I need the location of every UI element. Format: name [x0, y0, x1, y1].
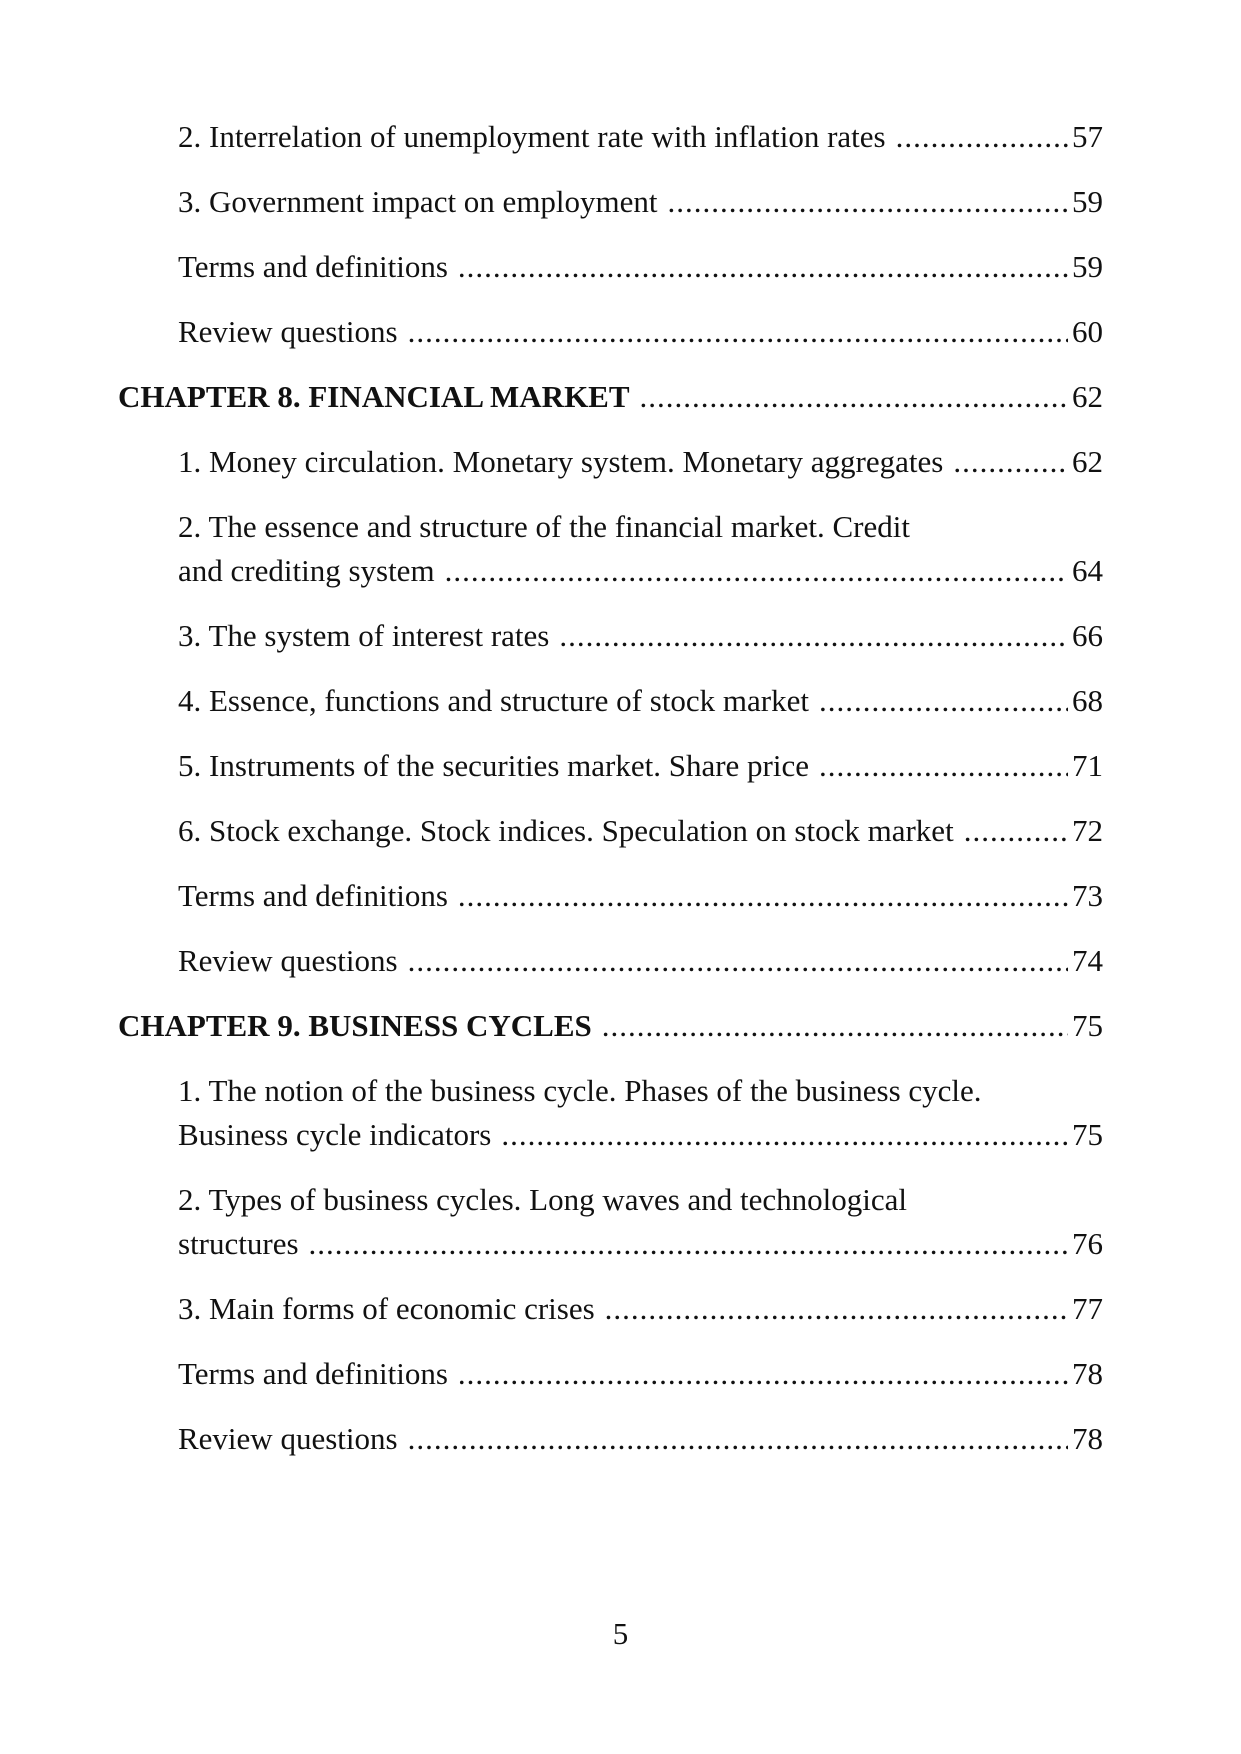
toc-entry-title: Terms and definitions	[178, 249, 448, 284]
leader-dots	[458, 1352, 1068, 1396]
toc-entry-title: Review questions	[178, 314, 398, 349]
toc-entry-title: Terms and definitions	[178, 878, 448, 913]
toc-entry-page: 77	[1072, 1291, 1103, 1326]
page-number: 5	[612, 1616, 629, 1651]
toc-entry[interactable]	[178, 440, 1103, 484]
toc-entry-title-line1: 2. The essence and structure of the financial market. Credit	[178, 509, 910, 544]
leader-dots	[668, 180, 1068, 224]
toc-chapter-title: CHAPTER 9. BUSINESS CYCLES	[118, 1008, 592, 1043]
toc-entry-page: 57	[1072, 119, 1103, 154]
toc-entry-page: 74	[1072, 943, 1103, 978]
toc-entry-page: 59	[1072, 184, 1103, 219]
toc-entry-title: Review questions	[178, 1421, 398, 1456]
toc-entry[interactable]	[178, 115, 1103, 159]
toc-entry[interactable]	[178, 614, 1103, 658]
leader-dots	[309, 1222, 1068, 1266]
toc-entry-title: 2. Interrelation of unemployment rate with inflation rates	[178, 119, 886, 154]
leader-dots	[605, 1287, 1068, 1331]
leader-dots	[819, 679, 1068, 723]
toc-entry[interactable]	[178, 744, 1103, 788]
leader-dots	[408, 310, 1068, 354]
toc-entry-title: Business cycle indicators	[178, 1117, 492, 1152]
toc-entry-page: 72	[1072, 813, 1103, 848]
leader-dots	[964, 809, 1068, 853]
leader-dots	[953, 440, 1068, 484]
toc-entry[interactable]	[178, 874, 1103, 918]
leader-dots	[501, 1113, 1068, 1157]
toc-entry[interactable]	[178, 679, 1103, 723]
toc-entry-title-line1: 1. The notion of the business cycle. Phases of the business cycle.	[178, 1073, 982, 1108]
toc-entry-page: 78	[1072, 1356, 1103, 1391]
toc-entry-page: 71	[1072, 748, 1103, 783]
toc-entry-page: 64	[1072, 553, 1103, 588]
toc-entry[interactable]	[178, 809, 1103, 853]
toc-entry[interactable]	[178, 180, 1103, 224]
leader-dots	[819, 744, 1068, 788]
toc-entry-page: 75	[1072, 1117, 1103, 1152]
toc-entry-page: 62	[1072, 379, 1103, 414]
toc-entry-title: 6. Stock exchange. Stock indices. Speculation on stock market	[178, 813, 954, 848]
toc-entry-title: 3. Main forms of economic crises	[178, 1291, 595, 1326]
toc-chapter-entry[interactable]	[118, 1004, 1103, 1048]
toc-entry[interactable]	[178, 1178, 1103, 1266]
toc-entry-page: 78	[1072, 1421, 1103, 1456]
toc-entry-page: 62	[1072, 444, 1103, 479]
toc-entry[interactable]	[178, 1287, 1103, 1331]
leader-dots	[458, 874, 1068, 918]
leader-dots	[408, 1417, 1068, 1461]
toc-entry-page: 59	[1072, 249, 1103, 284]
toc-chapter-title: CHAPTER 8. FINANCIAL MARKET	[118, 379, 630, 414]
toc-entry-title: 1. Money circulation. Monetary system. Monetary aggregates	[178, 444, 944, 479]
toc-entry[interactable]	[178, 939, 1103, 983]
toc-entry-page: 75	[1072, 1008, 1103, 1043]
leader-dots	[445, 549, 1068, 593]
toc-entry[interactable]	[178, 1069, 1103, 1157]
toc-entry-title: 4. Essence, functions and structure of stock market	[178, 683, 810, 718]
toc-entry-title-line1: 2. Types of business cycles. Long waves and technological	[178, 1182, 908, 1217]
leader-dots	[559, 614, 1068, 658]
toc-entry-page: 76	[1072, 1226, 1103, 1261]
toc-entry-title: structures	[178, 1226, 299, 1261]
leader-dots	[640, 375, 1068, 419]
toc-entry[interactable]	[178, 1417, 1103, 1461]
toc-entry[interactable]	[178, 1352, 1103, 1396]
leader-dots	[896, 115, 1068, 159]
toc-entry-title: 3. The system of interest rates	[178, 618, 550, 653]
leader-dots	[408, 939, 1068, 983]
toc-entry[interactable]	[178, 505, 1103, 593]
toc-entry-page: 68	[1072, 683, 1103, 718]
toc-entry-title: and crediting system	[178, 553, 435, 588]
toc-entry-page: 66	[1072, 618, 1103, 653]
leader-dots	[602, 1004, 1068, 1048]
toc-entry-page: 60	[1072, 314, 1103, 349]
toc-entry[interactable]	[178, 310, 1103, 354]
toc-entry-page: 73	[1072, 878, 1103, 913]
toc-entry-title: 5. Instruments of the securities market. Share price	[178, 748, 809, 783]
leader-dots	[458, 245, 1068, 289]
toc-chapter-entry[interactable]	[118, 375, 1103, 419]
toc-entry-title: 3. Government impact on employment	[178, 184, 658, 219]
toc-entry-title: Terms and definitions	[178, 1356, 448, 1391]
toc-entry-title: Review questions	[178, 943, 398, 978]
toc-entry[interactable]	[178, 245, 1103, 289]
